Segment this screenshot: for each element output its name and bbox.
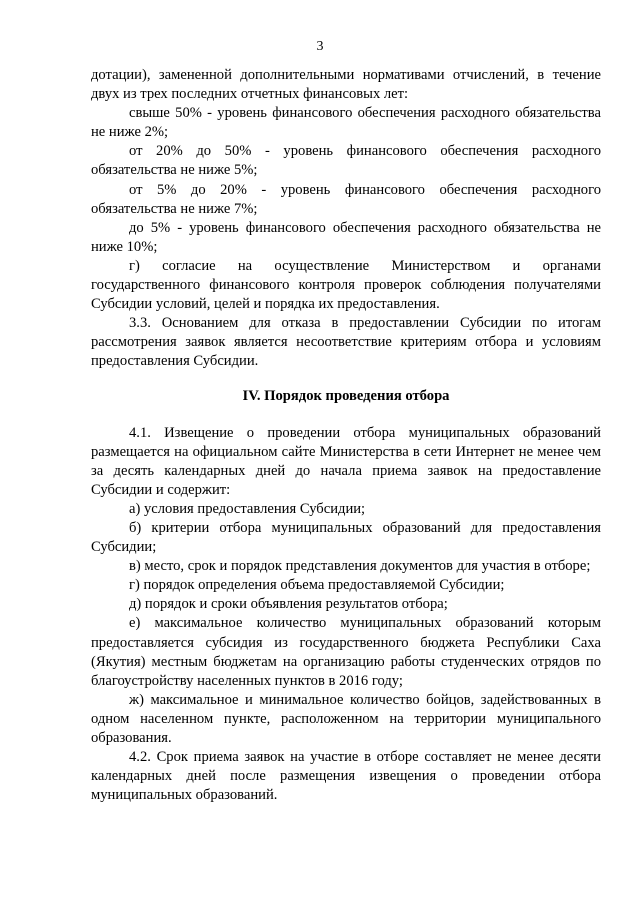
- list-item-g: г) порядок определения объема предоставляемой Субсидии;: [129, 577, 505, 594]
- document-body: [91, 66, 601, 805]
- paragraph-item-g-consent: г) согласие на осуществление Министерством и органами государственного финансового контроля проверок соблюдения получателями Субсидии условий, целей и порядка их предоставления.: [91, 257, 601, 313]
- paragraph-4-1: 4.1. Извещение о проведении отбора муниципальных образований размещается на официальном сайте Министерства в сети Интернет не менее чем за десять календарных дней до начала приема заявок на предоставление Субсидии и содержит:: [91, 424, 601, 498]
- page-number: 3: [316, 39, 324, 54]
- list-item-zh: ж) максимальное и минимальное количество бойцов, задействованных в одном населенном пункте, расположенном на территории муниципального образования.: [91, 691, 601, 746]
- list-item-e: е) максимальное количество муниципальных образований которым предоставляется субсидия из государственного бюджета Республики Саха (Якутия) местным бюджетам на организацию работы студенческих отрядов по благоустройству населенных пунктов в 2016 году;: [91, 615, 601, 689]
- paragraph-level-under-5: до 5% - уровень финансового обеспечения расходного обязательства не ниже 10%;: [91, 219, 601, 255]
- list-item-a: а) условия предоставления Субсидии;: [129, 500, 366, 517]
- list-item-d: д) порядок и сроки объявления результатов отбора;: [129, 596, 448, 613]
- paragraph-level-5-20: от 5% до 20% - уровень финансового обеспечения расходного обязательства не ниже 7%;: [91, 181, 601, 217]
- paragraph-level-over-50: свыше 50% - уровень финансового обеспечения расходного обязательства не ниже 2%;: [91, 105, 601, 141]
- paragraph-level-20-50: от 20% до 50% - уровень финансового обеспечения расходного обязательства не ниже 5%;: [91, 143, 601, 179]
- list-item-v: в) место, срок и порядок представления документов для участия в отборе;: [129, 558, 591, 575]
- list-item-b: б) критерии отбора муниципальных образований для предоставления Субсидии;: [91, 519, 601, 556]
- paragraph-4-2: 4.2. Срок приема заявок на участие в отборе составляет не менее десяти календарных дней после размещения извещения о проведении отбора муниципальных образований.: [91, 749, 601, 804]
- section-heading: IV. Порядок проведения отбора: [242, 387, 450, 404]
- paragraph-3-3: 3.3. Основанием для отказа в предоставлении Субсидии по итогам рассмотрения заявок является несоответствие критериям отбора и условиям предоставления Субсидии.: [91, 315, 601, 370]
- paragraph-continuation: дотации), замененной дополнительными нормативами отчислений, в течение двух из трех последних отчетных финансовых лет:: [91, 67, 601, 103]
